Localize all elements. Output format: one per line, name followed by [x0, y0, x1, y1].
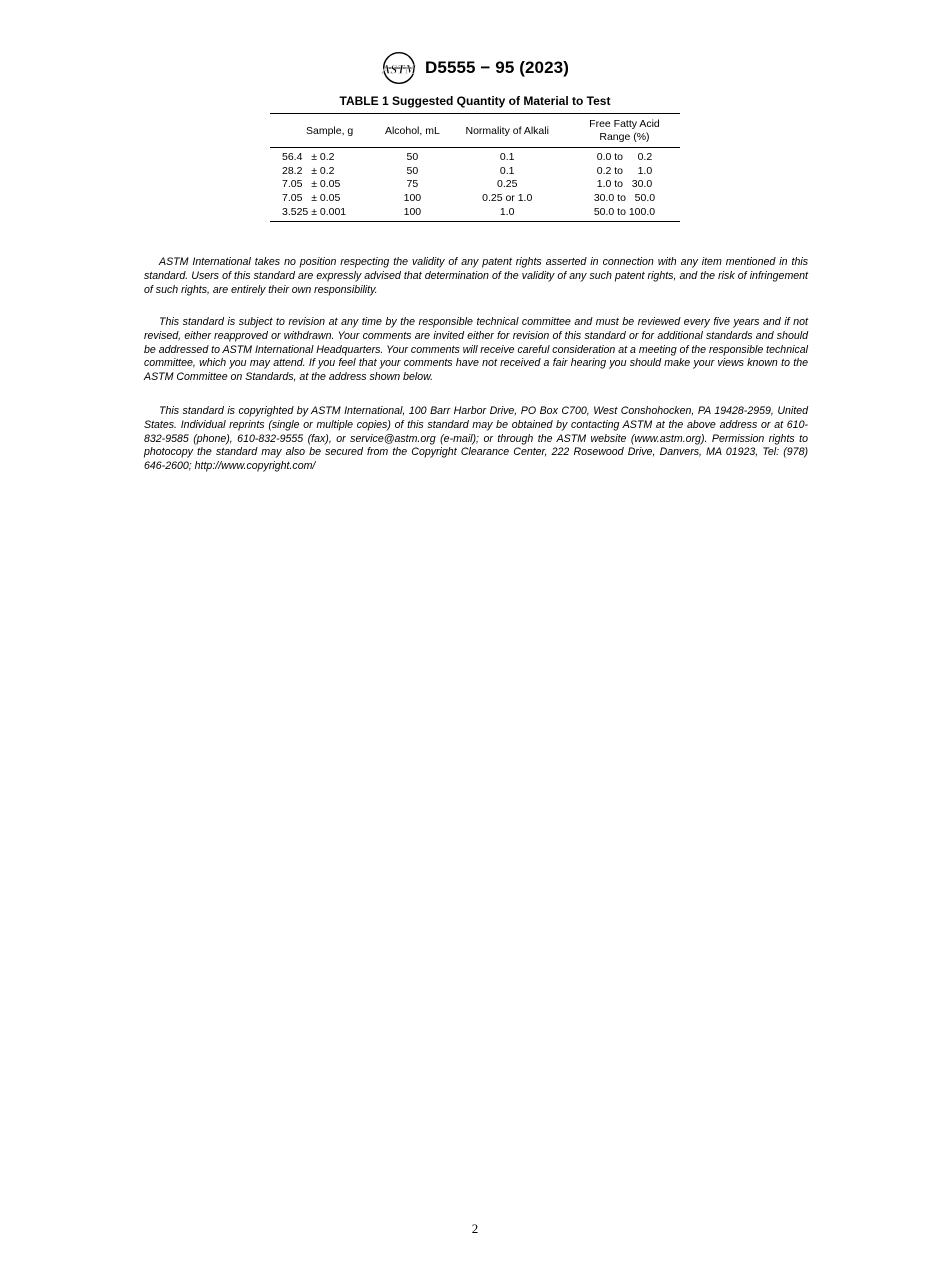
cell-sample: 28.2 ± 0.2 [282, 164, 335, 177]
cell-alcohol: 50 [406, 164, 419, 177]
notice-paragraph: This standard is subject to revision at any time by the responsible technical committee and must be reviewed every five years and if not revised, either reapproved or withdrawn. Your comments are invited either for revision of this standard or for additional standards and should be addressed to ASTM International Headquarters. Your comments will receive careful consideration at a meeting of the responsible technical committee, which you may attend. If you feel that your comments have not received a fair hearing you should make your views known to the ASTM Committee on Standards, at the address shown below. [144, 316, 808, 384]
cell-ffa-range: 50.0 to 100.0 [593, 205, 656, 218]
cell-normality: 1.0 [499, 205, 515, 218]
column-header-normality: Normality of Alkali [445, 114, 568, 148]
cell-alcohol: 50 [406, 151, 419, 163]
table-row [270, 148, 680, 165]
cell-ffa-range: 30.0 to 50.0 [593, 192, 656, 205]
cell-ffa-range: 0.2 to 1.0 [596, 164, 653, 177]
table-row [270, 165, 680, 179]
cell-normality: 0.1 [499, 151, 515, 163]
column-header-sample: Sample, g [270, 114, 379, 148]
cell-normality: 0.25 [496, 178, 518, 191]
cell-sample: 56.4 ± 0.2 [282, 151, 335, 163]
table-title: TABLE 1 Suggested Quantity of Material to Test [339, 94, 611, 108]
svg-text:ASTM: ASTM [381, 62, 417, 77]
column-header-alcohol: Alcohol, mL [379, 114, 445, 148]
cell-normality: 0.1 [499, 164, 515, 177]
copyright-notice [144, 405, 808, 474]
notice-paragraph: This standard is copyrighted by ASTM International, 100 Barr Harbor Drive, PO Box C700, West Conshohocken, PA 19428-2959, United States. Individual reprints (single or multiple copies) of this standard may be obtained by contacting ASTM at the above address or at 610-832-9585 (phone), 610-832-9555 (fax), or service@astm.org (e-mail); or through the ASTM website (www.astm.org). Permission rights to photocopy the standard may also be secured from the Copyright Clearance Center, 222 Rosewood Drive, Danvers, MA 01923, Tel: (978) 646-2600; http://www.copyright.com/ [144, 405, 808, 473]
patent-notice [144, 256, 808, 297]
cell-alcohol: 100 [403, 192, 422, 205]
cell-alcohol: 75 [406, 178, 419, 191]
cell-sample: 7.05 ± 0.05 [282, 192, 341, 205]
cell-sample: 3.525 ± 0.001 [282, 205, 347, 218]
table-header-row [270, 114, 680, 148]
page-header [0, 50, 950, 86]
revision-notice [144, 316, 808, 385]
cell-normality: 0.25 or 1.0 [482, 192, 533, 205]
notice-paragraph: ASTM International takes no position respecting the validity of any patent rights asserted in connection with any item mentioned in this standard. Users of this standard are expressly advised that determination of the validity of any such patent rights, and the risk of infringement of such rights, are entirely their own responsibility. [144, 256, 808, 296]
quantity-table [270, 113, 680, 222]
table-row [270, 178, 680, 192]
ffa-header-line: Free Fatty Acid [589, 118, 660, 130]
column-header-ffa-range [569, 114, 680, 148]
table-row [270, 192, 680, 206]
cell-ffa-range: 1.0 to 30.0 [596, 178, 653, 191]
ffa-header-line: Range (%) [599, 131, 650, 143]
page-number: 2 [471, 1221, 479, 1236]
cell-ffa-range: 0.0 to 0.2 [596, 151, 653, 163]
astm-logo-icon [381, 50, 417, 86]
cell-sample: 7.05 ± 0.05 [282, 178, 341, 191]
cell-alcohol: 100 [403, 205, 422, 218]
document-designation: D5555 − 95 (2023) [425, 58, 569, 77]
table-row [270, 206, 680, 221]
